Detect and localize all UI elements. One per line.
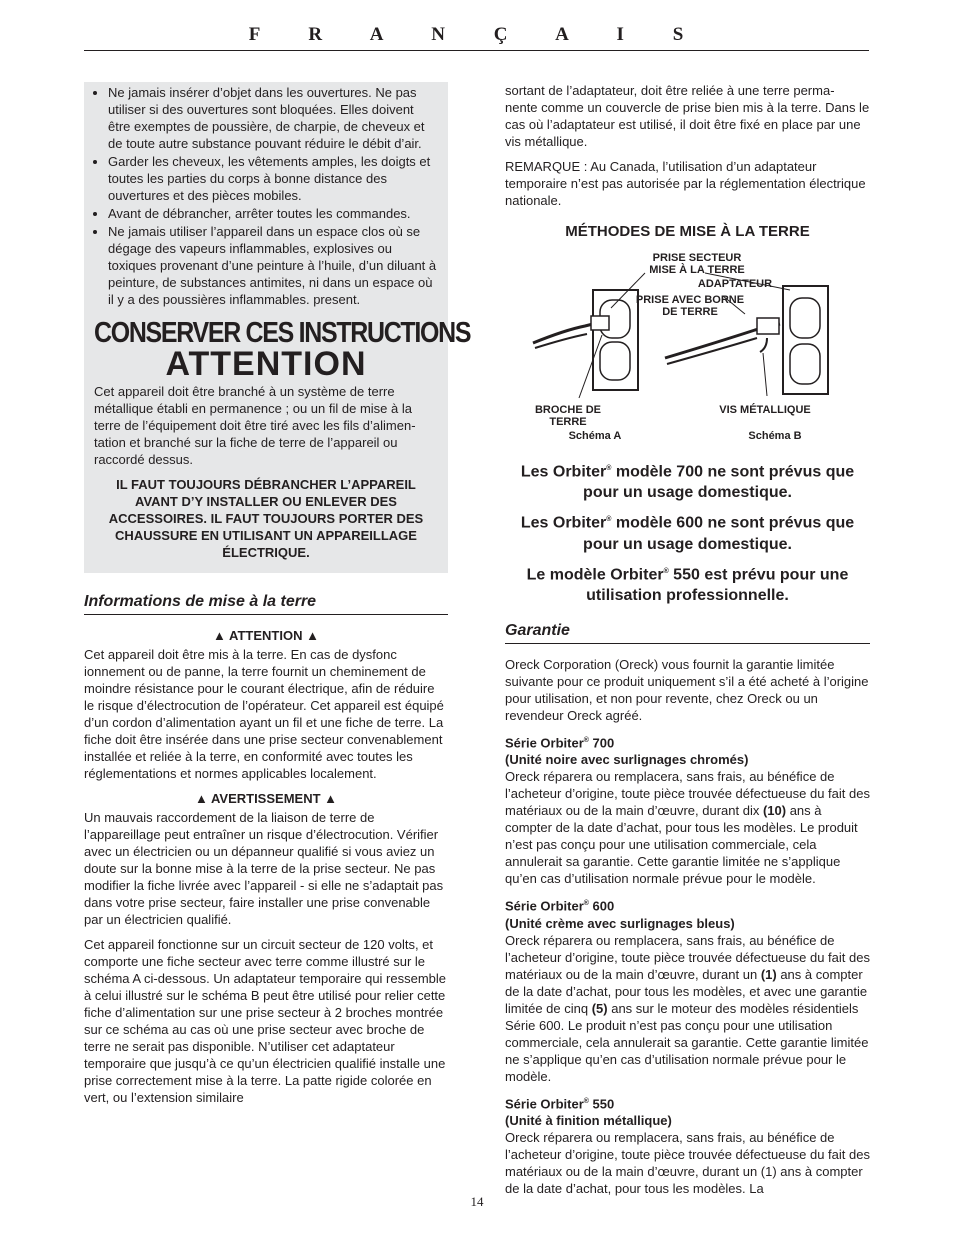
attention-small-heading: ▲ ATTENTION ▲ — [213, 628, 319, 643]
safety-bullets — [94, 84, 438, 308]
serie-600-text: Oreck réparera ou remplacera, sans frais, au bénéfice de l’acheteur d’origine, toute pièce trouvée défectueuse du fait des matériaux ou de la main d’œuvre, durant un (1) ans à compter de la date d’achat, pour tous les modèles, et avec une garantie limitée de cinq (5) ans sur le moteur des modèles résidentiels Série 600. Le produit n’est pas conçu pour une utilisation commerciale, cela annulerait sa garantie. Cette garantie limitée ne s’applique qu’en cas d’utilisation normale prévue pour le modèle. — [505, 932, 870, 1084]
label-prise-borne: PRISE AVEC BORNE DE TERRE — [635, 294, 745, 318]
remarque-paragraph: REMARQUE : Au Canada, l’utilisation d’un adaptateur temporaire n’est pas autorisée par la réglementation électrique nationale. — [505, 159, 866, 208]
page-number: 14 — [470, 1194, 484, 1209]
grounding-paragraph: Cet appareil doit être mis à la terre. En cas de dysfonc ionnement ou de panne, la terre fournit un cheminement de moindre résistance pour le courant électrique, afin de réduire le risque d’électrocution de l’opérateur. Cet appareil est équipé d’un cordon d’alimentation ayant un fil et une fiche de terre. La fiche doit être insérée dans une prise secteur convenablement installée et reliée à la terre, en conformité avec toutes les réglementations et normes applicables localement. — [84, 647, 444, 781]
circuit-paragraph: Cet appareil fonctionne sur un circuit secteur de 120 volts, et comporte une fiche secteur avec terre comme illustré sur le schéma A ci-dessous. Un adaptateur temporaire qui ressemble à celui illustré sur le schéma B peut être utilisé pour relier cette fiche d’alimentation sur une prise secteur à 2 broches montrée sur ce schéma au cas où une prise secteur avec broche de terre ne serait pas disponible. N’utiliser cet adaptateur temporaire que jusqu’à ce qu’un électricien qualifié installe une prise correctement mise à la terre. La patte rigide colorée en vert, ou l’extension similaire — [84, 937, 447, 1105]
right-column — [505, 82, 870, 1197]
attention-bold-text: IL FAUT TOUJOURS DÉBRANCHER L’APPAREIL AVANT D’Y INSTALLER OU ENLEVER DES ACCESSOIRES. IL FAUT TOUJOURS PORTER DES CHAUSSURE EN UTILISANT UN APPAREILLAGE ÉLECTRIQUE. — [108, 477, 424, 560]
section-title-grounding: Informations de mise à la terre — [84, 593, 448, 615]
warning-paragraph: Un mauvais raccordement de la liaison de terre de l’appareillage peut entraîner un risque d’électrocution. Vérifier avec un électricien ou un dépanneur qualifié si vous aviez un doute sur la bonne mise à la terre de la prise secteur. Ne pas modifier la fiche livrée avec l’appareil - si elle ne s’adaptait pas dans votre prise secteur, faire installer une prise convenable par un électricien qualifié. — [84, 810, 444, 927]
label-schema-a: Schéma A — [568, 430, 622, 442]
grounding-figure — [505, 248, 870, 442]
label-broche: BROCHE DE TERRE — [534, 404, 601, 428]
header-rule — [84, 50, 869, 51]
garantie-intro: Oreck Corporation (Oreck) vous fournit la garantie limitée suivante pour ce produit uniquement s’il a été acheté à l’origine pour utilisation, et non pour revente, chez Oreck ou un revendeur Oreck agréé. — [505, 656, 869, 723]
adapter-paragraph: sortant de l’adaptateur, doit être reliée à une terre perma- nente comme un couvercle de prise bien mis à la terre. Dans le cas où l’adaptateur est utilisé, il doit être fixé en place par une vis métallique. — [505, 83, 870, 149]
serie-700-text: Oreck réparera ou remplacera, sans frais, au bénéfice de l’acheteur d’origine, toute pièce trouvée défectueuse du fait des matériaux ou de la main d’œuvre, durant dix (10) ans à compter de la date d’achat, pour tous les modèles. Le produit n’est pas conçu pour une utilisation commerciale, cela annulerait sa garantie. Cette garantie limitée ne s’applique qu’en cas d’utilisation normale prévue pour le modèle. — [505, 769, 870, 887]
orbiter-600-notice: Les Orbiter® modèle 600 ne sont prévus que pour un usage domestique. — [520, 514, 855, 553]
label-schema-b: Schéma B — [748, 430, 802, 442]
serie-550-text: Oreck réparera ou remplacera, sans frais, au bénéfice de l’acheteur d’origine, toute pièce trouvée défectueuse du fait des matériaux ou de la main d’œuvre, durant un (1) ans à compter de la date d’achat, pour tous les modèles. La — [505, 1129, 870, 1196]
serie-700-title: Série Orbiter® 700 — [505, 735, 615, 751]
left-column — [84, 82, 471, 1114]
section-title-garantie: Garantie — [505, 622, 870, 644]
bullet-item: • Ne jamais utiliser l’appareil dans un espace clos où se dégage des vapeurs inflammables, explosives ou toxiques provenant d’une peinture à l’huile, d’un diluant à peinture, de substances antimites, ni dans un espace où il y a des poussières inflammables. present. — [108, 223, 438, 308]
serie-550-title: Série Orbiter® 550 — [505, 1095, 615, 1111]
bullet-item: • Avant de débrancher, arrêter toutes les commandes. — [108, 205, 438, 222]
orbiter-550-notice: Le modèle Orbiter® 550 est prévu pour une utilisation professionnelle. — [526, 565, 849, 604]
serie-600-title: Série Orbiter® 600 — [505, 898, 615, 914]
attention-text: Cet appareil doit être branché à un système de terre métallique établi en permanence ; ou un fil de mise à la terre de l’équipement doit être tiré avec les fils d’alimen- tation et branché sur la fiche de terre de l’appareil ou raccordé dessus. — [94, 384, 416, 467]
safety-box — [84, 82, 471, 573]
methodes-heading: MÉTHODES DE MISE À LA TERRE — [565, 223, 810, 240]
serie-700-subtitle: (Unité noire avec surlignages chromés) — [505, 752, 749, 768]
avertissement-heading: ▲ AVERTISSEMENT ▲ — [194, 791, 338, 806]
orbiter-700-notice: Les Orbiter® modèle 700 ne sont prévus que pour un usage domestique. — [520, 463, 855, 502]
language-header: F R A N Ç A I S — [248, 24, 706, 45]
outlet-b-plate — [783, 286, 828, 394]
attention-heading: ATTENTION — [165, 345, 367, 383]
serie-550-subtitle: (Unité à finition métallique) — [505, 1112, 672, 1128]
label-adaptateur: ADAPTATEUR — [697, 278, 773, 290]
bullet-item: • Ne jamais insérer d’objet dans les ouvertures. Ne pas utiliser si des ouvertures sont bloquées. Elles doivent être exemptes de poussière, de charpie, de cheveux et de toute autre substance pouvant réduire le débit d’air. — [108, 84, 438, 152]
label-vis: VIS MÉTALLIQUE — [719, 404, 811, 416]
serie-600-subtitle: (Unité crème avec surlignages bleus) — [505, 915, 735, 931]
conserver-heading: CONSERVER CES INSTRUCTIONS — [94, 317, 471, 349]
bullet-item: • Garder les cheveux, les vêtements amples, les doigts et toutes les parties du corps à bonne distance des ouvertures et des pièces mobiles. — [108, 153, 438, 204]
label-prise-secteur: PRISE SECTEUR MISE À LA TERRE — [649, 252, 745, 276]
